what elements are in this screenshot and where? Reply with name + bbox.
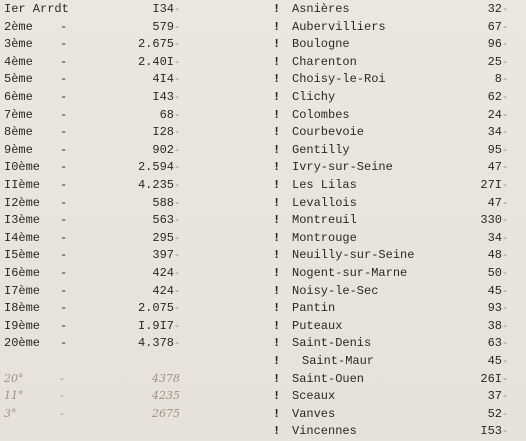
dash-separator: -: [60, 125, 68, 140]
arrondissement-label: I6ème: [4, 266, 41, 280]
dash-separator: -: [60, 72, 68, 87]
handwritten-label: 11°: [4, 389, 24, 403]
arrondissement-label: 9ème: [4, 142, 33, 157]
exclamation-separator: !: [273, 160, 281, 175]
exclamation-separator: !: [273, 107, 281, 122]
tick-mark: -: [501, 233, 508, 245]
dash-separator: -: [60, 107, 68, 122]
tick-mark: -: [173, 181, 180, 192]
arrondissement-label: I7ème: [4, 283, 41, 298]
commune-value: 95-: [487, 142, 508, 157]
arrondissement-value: 4.378-: [137, 336, 180, 351]
exclamation-separator: !: [273, 230, 281, 245]
exclamation-separator: !: [273, 195, 281, 210]
exclamation-separator: !: [273, 318, 281, 333]
arrondissement-value: 424-: [152, 266, 180, 280]
tick-mark: -: [173, 5, 180, 16]
commune-row: [0, 353, 526, 369]
commune-name: Noisy-le-Sec: [292, 283, 379, 298]
tick-mark: -: [501, 181, 508, 192]
commune-name: Puteaux: [292, 318, 343, 333]
tick-mark: -: [173, 233, 180, 245]
commune-name: Nogent-sur-Marne: [292, 266, 408, 280]
arrondissement-value: I28-: [152, 125, 180, 140]
commune-value: 45-: [487, 283, 508, 298]
dash-separator: -: [60, 318, 68, 333]
handwritten-value: 4235: [152, 389, 180, 403]
dash-separator: -: [60, 54, 68, 69]
commune-name: Levallois: [292, 195, 357, 210]
commune-value: 34-: [487, 230, 508, 245]
tick-mark: -: [501, 321, 508, 333]
dash-separator: -: [60, 371, 64, 385]
arrondissement-value: 4.235-: [137, 178, 180, 192]
commune-row: [0, 406, 526, 422]
tick-mark: -: [501, 216, 508, 228]
exclamation-separator: !: [273, 213, 281, 228]
arrondissement-label: Ier Arrdt: [4, 2, 69, 16]
dash-separator: -: [60, 406, 64, 420]
commune-name: Saint-Ouen: [292, 371, 365, 386]
tick-mark: -: [173, 128, 180, 140]
arrondissement-label: I8ème: [4, 301, 41, 316]
dash-separator: -: [60, 248, 68, 263]
tick-mark: -: [501, 269, 508, 280]
arrondissement-value: 295-: [152, 230, 180, 245]
commune-name: Clichy: [292, 90, 336, 104]
commune-name: Ivry-sur-Seine: [292, 160, 393, 175]
tick-mark: -: [173, 216, 180, 228]
tick-mark: -: [501, 145, 508, 157]
exclamation-separator: !: [273, 54, 281, 69]
commune-value: 37-: [487, 389, 508, 404]
arrondissement-value: 579-: [152, 19, 180, 34]
commune-name: Sceaux: [292, 389, 336, 404]
commune-row: [0, 36, 526, 52]
tick-mark: -: [501, 75, 508, 87]
tick-mark: -: [501, 5, 508, 16]
tick-mark: -: [501, 374, 508, 386]
dash-separator: -: [60, 389, 64, 403]
handwritten-value: 2675: [152, 406, 180, 420]
tick-mark: -: [173, 40, 180, 52]
tick-mark: -: [501, 110, 508, 122]
commune-value: 93-: [487, 301, 508, 316]
commune-name: Colombes: [292, 107, 350, 122]
commune-name: Montreuil: [292, 213, 357, 228]
tick-mark: -: [501, 57, 508, 69]
commune-row: [0, 212, 526, 228]
exclamation-separator: !: [273, 283, 281, 298]
dash-separator: -: [60, 178, 68, 192]
commune-name: Neuilly-sur-Seine: [292, 248, 415, 263]
arrondissement-value: 2.675-: [137, 37, 180, 52]
commune-row: [0, 19, 526, 35]
exclamation-separator: !: [273, 406, 281, 421]
tick-mark: -: [173, 321, 180, 333]
arrondissement-value: 588-: [152, 195, 180, 210]
tick-mark: -: [173, 110, 180, 122]
tick-mark: -: [501, 392, 508, 404]
arrondissement-label: 2ème: [4, 19, 33, 34]
tick-mark: -: [501, 251, 508, 263]
tick-mark: -: [173, 198, 180, 210]
dash-separator: -: [60, 230, 68, 245]
commune-name: Vincennes: [292, 424, 357, 439]
tick-mark: -: [173, 145, 180, 157]
commune-row: [0, 177, 526, 193]
commune-value: I53-: [480, 424, 508, 439]
arrondissement-label: 5ème: [4, 72, 33, 87]
commune-name: Saint-Maur: [302, 354, 375, 368]
exclamation-separator: !: [273, 72, 281, 87]
exclamation-separator: !: [273, 354, 281, 368]
commune-name: Charenton: [292, 54, 357, 69]
commune-name: Montrouge: [292, 230, 357, 245]
arrondissement-label: 3ème: [4, 37, 33, 52]
dash-separator: -: [60, 160, 68, 175]
commune-name: Gentilly: [292, 142, 350, 157]
arrondissement-value: 424-: [152, 283, 180, 298]
tick-mark: -: [173, 269, 180, 280]
commune-row: [0, 265, 526, 281]
arrondissement-label: I4ème: [4, 230, 41, 245]
commune-value: 26I-: [480, 371, 508, 386]
tick-mark: -: [501, 339, 508, 351]
commune-row: [0, 423, 526, 439]
arrondissement-label: I5ème: [4, 248, 41, 263]
exclamation-separator: !: [273, 19, 281, 34]
tick-mark: -: [173, 57, 180, 69]
arrondissement-label: I0ème: [4, 160, 41, 175]
dash-separator: -: [60, 195, 68, 210]
commune-row: [0, 71, 526, 87]
arrondissement-value: 397-: [152, 248, 180, 263]
commune-value: 50-: [487, 266, 508, 280]
dash-separator: -: [60, 283, 68, 298]
commune-name: Vanves: [292, 406, 336, 421]
exclamation-separator: !: [273, 371, 281, 386]
commune-row: [0, 1, 526, 17]
commune-value: 63-: [487, 336, 508, 351]
commune-value: 8-: [494, 72, 508, 87]
arrondissement-label: IIème: [4, 178, 41, 192]
arrondissement-value: I34-: [152, 2, 180, 16]
dash-separator: -: [60, 213, 68, 228]
exclamation-separator: !: [273, 301, 281, 316]
arrondissement-value: 2.594-: [137, 160, 180, 175]
exclamation-separator: !: [273, 37, 281, 52]
commune-row: [0, 300, 526, 316]
arrondissement-label: I9ème: [4, 318, 41, 333]
commune-row: [0, 107, 526, 123]
tick-mark: -: [173, 304, 180, 316]
tick-mark: -: [173, 163, 180, 175]
commune-value: 47-: [487, 160, 508, 175]
commune-value: 27I-: [480, 178, 508, 192]
arrondissement-value: 2.075-: [137, 301, 180, 316]
dash-separator: -: [60, 142, 68, 157]
commune-value: 38-: [487, 318, 508, 333]
arrondissement-value: 2.40I-: [137, 54, 180, 69]
commune-name: Courbevoie: [292, 125, 365, 140]
exclamation-separator: !: [273, 248, 281, 263]
tick-mark: -: [501, 427, 508, 439]
tick-mark: -: [501, 128, 508, 140]
dash-separator: -: [60, 19, 68, 34]
commune-value: 45-: [487, 354, 508, 368]
tick-mark: -: [173, 22, 180, 34]
commune-name: Choisy-le-Roi: [292, 72, 386, 87]
exclamation-separator: !: [273, 178, 281, 192]
dash-separator: -: [60, 37, 68, 52]
commune-row: [0, 195, 526, 211]
arrondissement-label: 4ème: [4, 54, 33, 69]
exclamation-separator: !: [273, 389, 281, 404]
dash-separator: -: [60, 90, 68, 104]
dash-separator: -: [60, 266, 68, 280]
arrondissement-value: I.9I7-: [137, 318, 180, 333]
commune-row: [0, 318, 526, 334]
tick-mark: -: [173, 75, 180, 87]
arrondissement-label: I2ème: [4, 195, 41, 210]
commune-name: Boulogne: [292, 37, 350, 52]
commune-value: 25-: [487, 54, 508, 69]
tick-mark: -: [501, 357, 508, 368]
arrondissement-label: I3ème: [4, 213, 41, 228]
handwritten-label: 3°: [4, 406, 17, 420]
tick-mark: -: [501, 163, 508, 175]
arrondissement-value: 4I4-: [152, 72, 180, 87]
exclamation-separator: !: [273, 424, 281, 439]
commune-value: 48-: [487, 248, 508, 263]
tick-mark: -: [501, 286, 508, 298]
exclamation-separator: !: [273, 90, 281, 104]
handwritten-label: 20°: [4, 371, 24, 385]
commune-row: [0, 371, 526, 387]
commune-name: Pantin: [292, 301, 336, 316]
commune-name: Aubervilliers: [292, 19, 386, 34]
handwritten-value: 4378: [152, 371, 180, 385]
arrondissement-value: 563-: [152, 213, 180, 228]
exclamation-separator: !: [273, 266, 281, 280]
tick-mark: -: [501, 304, 508, 316]
commune-value: 62-: [487, 90, 508, 104]
arrondissement-label: 6ème: [4, 90, 33, 104]
commune-name: Saint-Denis: [292, 336, 372, 351]
arrondissement-label: 7ème: [4, 107, 33, 122]
commune-row: [0, 230, 526, 246]
exclamation-separator: !: [273, 2, 281, 16]
commune-value: 47-: [487, 195, 508, 210]
commune-row: [0, 247, 526, 263]
tick-mark: -: [173, 286, 180, 298]
commune-row: [0, 283, 526, 299]
tick-mark: -: [173, 339, 180, 351]
arrondissement-value: 68-: [159, 107, 180, 122]
tick-mark: -: [173, 251, 180, 263]
commune-value: 34-: [487, 125, 508, 140]
commune-value: 330-: [480, 213, 508, 228]
commune-value: 32-: [487, 2, 508, 16]
tick-mark: -: [501, 93, 508, 104]
commune-row: [0, 89, 526, 105]
commune-value: 24-: [487, 107, 508, 122]
commune-name: Asnières: [292, 2, 350, 16]
commune-row: [0, 142, 526, 158]
dash-separator: -: [60, 301, 68, 316]
commune-value: 67-: [487, 19, 508, 34]
commune-row: [0, 54, 526, 70]
commune-row: [0, 388, 526, 404]
commune-row: [0, 124, 526, 140]
arrondissement-label: 8ème: [4, 125, 33, 140]
commune-name: Les Lilas: [292, 178, 357, 192]
commune-value: 96-: [487, 37, 508, 52]
arrondissement-value: I43-: [152, 90, 180, 104]
tick-mark: -: [501, 198, 508, 210]
commune-value: 52-: [487, 406, 508, 421]
tick-mark: -: [501, 40, 508, 52]
exclamation-separator: !: [273, 142, 281, 157]
commune-row: [0, 159, 526, 175]
exclamation-separator: !: [273, 125, 281, 140]
tick-mark: -: [173, 93, 180, 104]
dash-separator: -: [60, 336, 68, 351]
tick-mark: -: [501, 22, 508, 34]
exclamation-separator: !: [273, 336, 281, 351]
arrondissement-value: 902-: [152, 142, 180, 157]
tick-mark: -: [501, 409, 508, 421]
arrondissement-label: 20ème: [4, 336, 41, 351]
commune-row: [0, 335, 526, 351]
